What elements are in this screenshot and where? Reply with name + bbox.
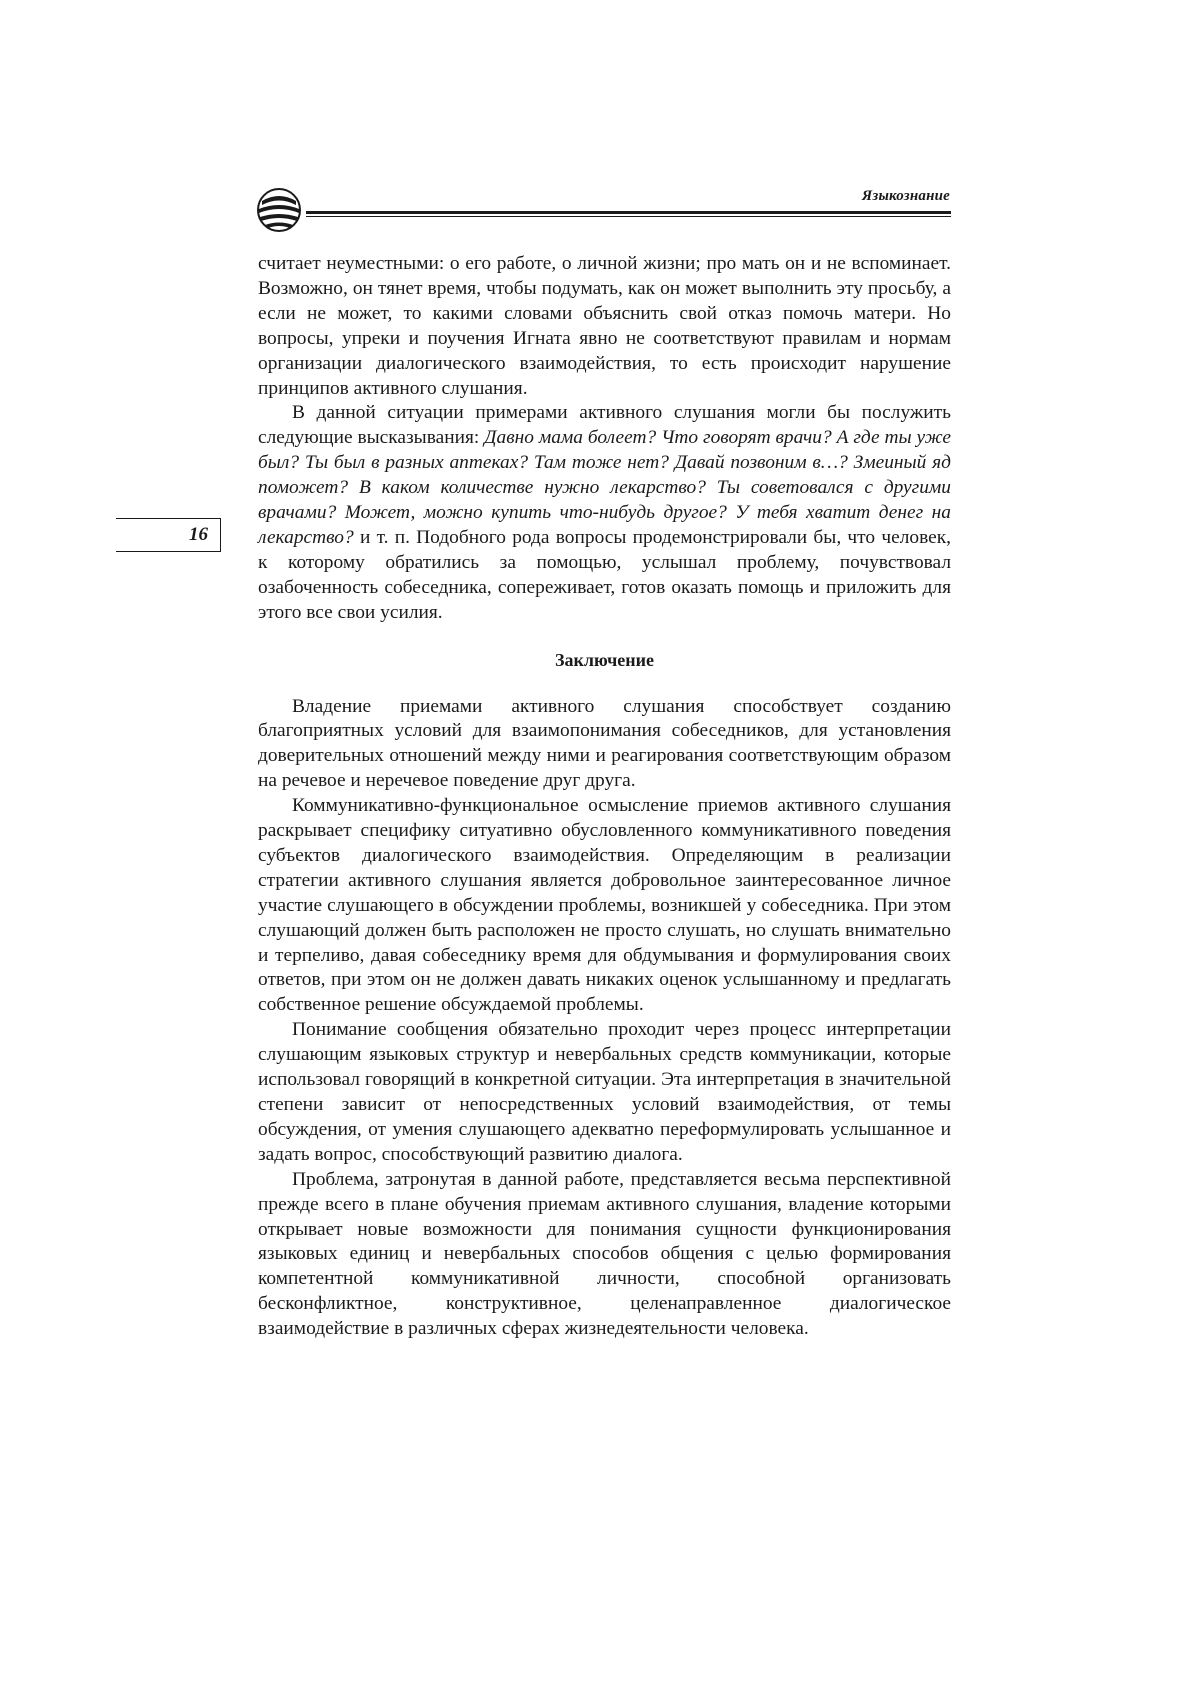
body-text [258,252,951,1342]
examples-italic: Давно мама болеет? Что говорят врачи? А где ты уже был? Ты был в разных аптеках? Там тоже нет? Давай позвоним в…? Змеиный яд поможет? В каком количестве нужно лекарство? Ты советовался с другими врачами? Может, можно купить что-нибудь другое? У тебя хватит денег на лекарство? [258,427,951,548]
section-heading: Заключение [555,649,654,670]
paragraph-examples [258,401,951,625]
journal-logo-icon [256,187,302,233]
page-number-box [116,518,221,552]
examples-intro: В данной ситуации примерами активного слушания могли бы послужить следующие высказывания: [258,402,951,449]
page-number: 16 [189,524,208,545]
header-rule-thick [306,211,951,214]
examples-conclusion: и т. п. Подобного рода вопросы продемонстрировали бы, что человек, к которому обратились за помощью, услышал проблему, почувствовал озабоченность собеседника, сопереживает, готов оказать помощь и приложить для этого все свои усилия. [258,526,951,623]
paragraph-conclusion-3: Понимание сообщения обязательно проходит через процесс интерпретации слушающим языковых структур и невербальных средств коммуникации, которые использовал говорящий в конкретной ситуации. Эта интерпретация в значительной степени зависит от непосредственных условий взаимодействия, от темы обсуждения, от умения слушающего адекватно переформулировать услышанное и задать вопрос, способствующий развитию диалога. [258,1019,951,1165]
header-rule-thin [306,216,951,217]
paragraph-conclusion-2: Коммуникативно-функциональное осмысление приемов активного слушания раскрывает специфику ситуативно обусловленного коммуникативного поведения субъектов диалогического взаимодействия. Определяющим в реализации стратегии активного слушания является добровольное заинтересованное личное участие слушающего в обсуждении проблемы, возникшей у собеседника. При этом слушающий должен быть расположен не просто слушать, но слушать внимательно и терпеливо, давая собеседнику время для обдумывания и формулирования своих ответов, при этом он не должен давать никаких оценок услышанному и предлагать собственное решение обсуждаемой проблемы. [258,795,951,1016]
paragraph-continued: считает неуместными: о его работе, о личной жизни; про мать он и не вспоминает. Возможно, он тянет время, чтобы подумать, как он может выполнить эту просьбу, а если не может, то какими словами объяснить свой отказ помочь матери. Но вопросы, упреки и поучения Игната явно не соответствуют правилам и нормам организации диалогического взаимодействия, то есть происходит нарушение принципов активного слушания. [258,253,951,399]
paragraph-conclusion-4: Проблема, затронутая в данной работе, представляется весьма перспективной прежде всего в плане обучения приемам активного слушания, владение которыми открывает новые возможности для понимания сущности функционирования языковых единиц и невербальных способов общения с целью формирования компетентной коммуникативной личности, способной организовать бесконфликтное, конструктивное, целенаправленное диалогическое взаимодействие в различных сферах жизнедеятельности человека. [258,1168,951,1340]
paragraph-conclusion-1: Владение приемами активного слушания способствует созданию благоприятных условий для взаимопонимания собеседников, для установления доверительных отношений между ними и реагирования соответствующим образом на речевое и неречевое поведение друг друга. [258,695,951,792]
running-head-title: Языкознание [861,188,950,204]
